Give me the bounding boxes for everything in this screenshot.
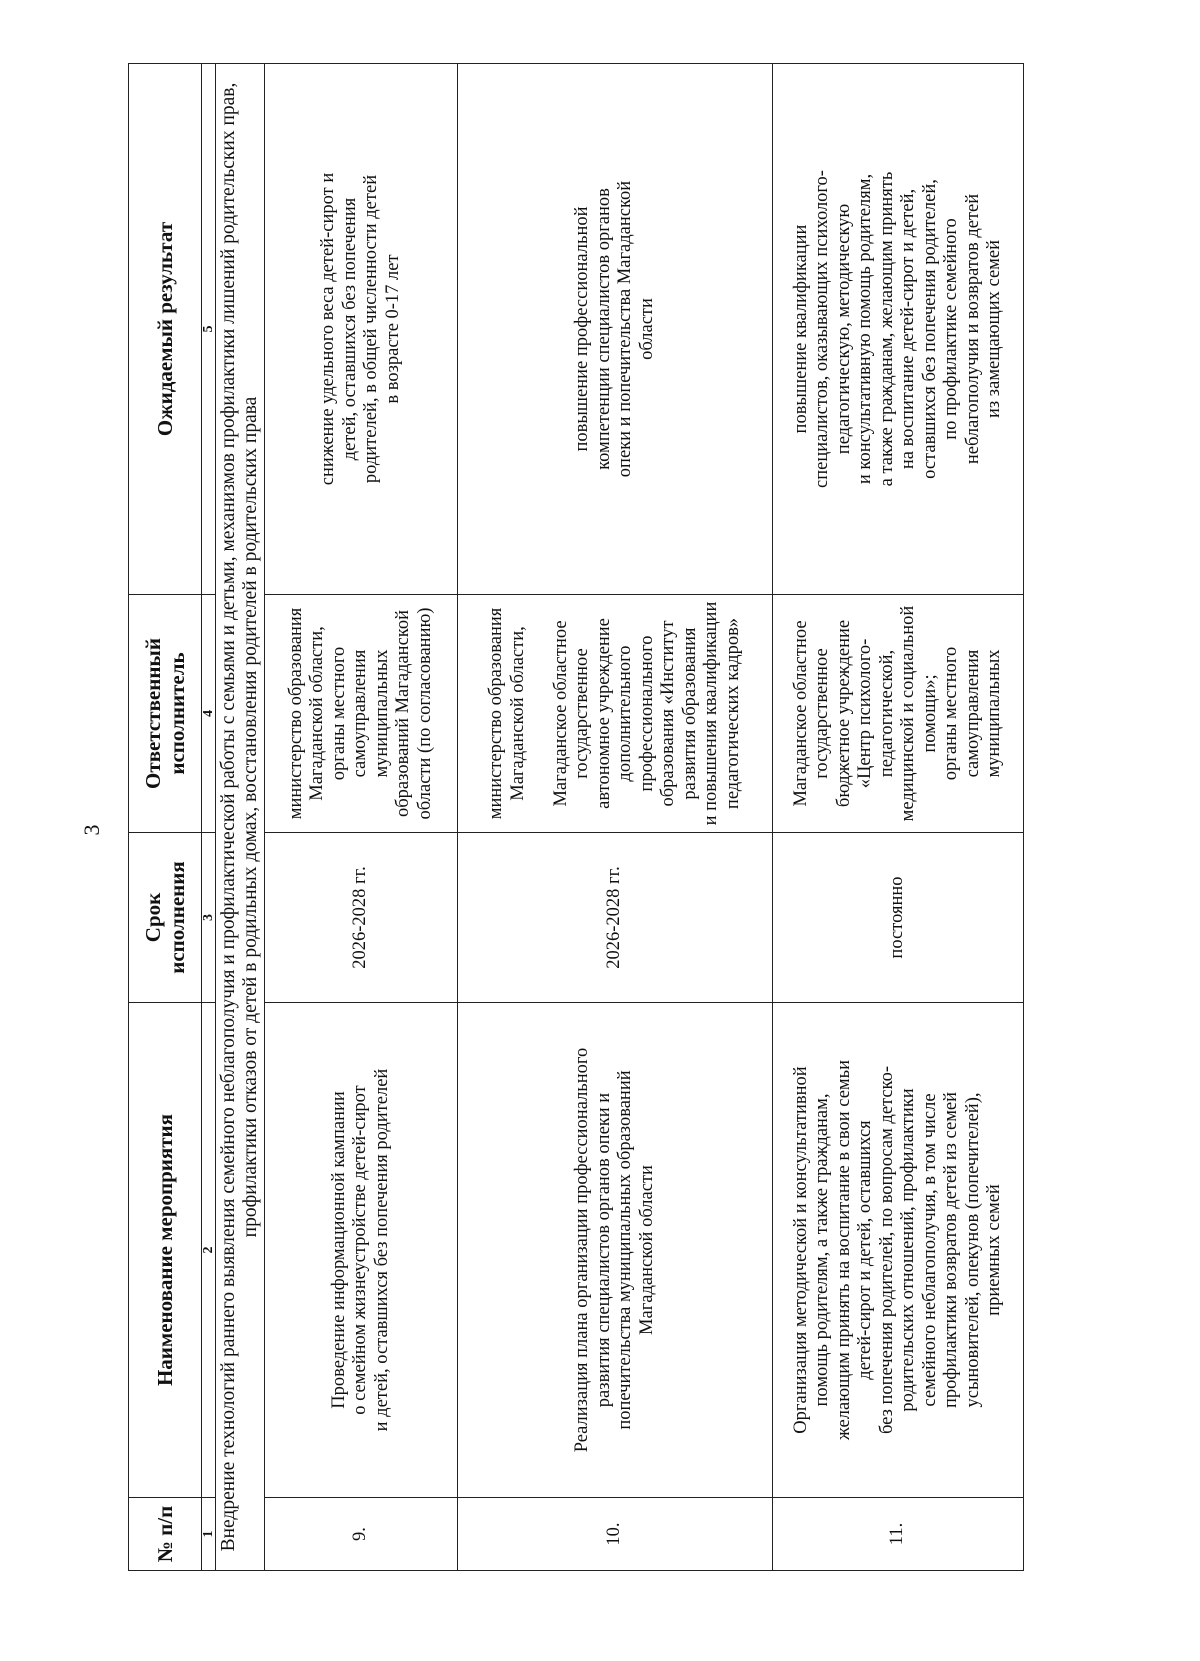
table-row <box>458 64 773 1571</box>
row-term: 2026-2028 гг. <box>265 833 458 1003</box>
row-executor: министерство образования Магаданской области, Магаданское областное государственное автономное учреждение дополнительного профессионального образования «Институт развития образования и повышения квалификации педагогических кадров» <box>458 595 773 833</box>
row-executor: министерство образования Магаданской области, органы местного самоуправления муниципальных образований Магаданской области (по согласованию) <box>265 595 458 833</box>
header-term: Срок исполнения <box>129 833 202 1003</box>
col-number: 3 <box>202 833 216 1003</box>
section-row <box>216 64 265 1571</box>
row-result: повышение профессиональной компетенции специалистов органов опеки и попечительства Магаданской области <box>458 64 773 595</box>
header-num: № п/п <box>129 1498 202 1571</box>
rotated-page-content <box>128 64 1004 1571</box>
row-term: 2026-2028 гг. <box>458 833 773 1003</box>
row-activity-name: Проведение информационной кампании о семейном жизнеустройстве детей-сирот и детей, оставшихся без попечения родителей <box>265 1003 458 1498</box>
row-term: постоянно <box>773 833 1024 1003</box>
row-executor: Магаданское областное государственное бюджетное учреждение «Центр психолого- педагогической, медицинской и социальной помощи»; органы местного самоуправления муниципальных <box>773 595 1024 833</box>
col-number: 1 <box>202 1498 216 1571</box>
row-activity-name: Организация методической и консультативной помощь родителям, а также гражданам, желающим принять на воспитание в свои семьи детей-сирот и детей, оставшихся без попечения родителей, по вопросам детско- родительских отношений, профилактики семейного неблагополучия, в том числе профилактики возвратов детей из семей усыновителей, опекунов (попечителей), приемных семей <box>773 1003 1024 1498</box>
header-row <box>129 64 202 1571</box>
col-number: 2 <box>202 1003 216 1498</box>
row-activity-name: Реализация плана организации профессионального развития специалистов органов опеки и попечительства муниципальных образований Магаданской области <box>458 1003 773 1498</box>
row-result: повышение квалификации специалистов, оказывающих психолого- педагогическую, методическую и консультативную помощь родителям, а также гражданам, желающим принять на воспитание детей-сирот и детей, оставшихся без попечения родителей, по профилактике семейного неблагополучия и возвратов детей из замещающих семей <box>773 64 1024 595</box>
row-number: 10. <box>458 1498 773 1571</box>
page-number: 3 <box>79 824 104 836</box>
row-number: 9. <box>265 1498 458 1571</box>
row-number: 11. <box>773 1498 1024 1571</box>
section-title: Внедрение технологий раннего выявления семейного неблагополучия и профилактической работы с семьями и детьми, механизмов профилактики лишений родительских прав, профилактики отказов от детей в родильных домах, восстановления родителей в родительских права <box>216 64 265 1571</box>
col-number: 5 <box>202 64 216 595</box>
action-plan-table <box>128 63 1024 1571</box>
table-row <box>773 64 1024 1571</box>
column-number-row <box>202 64 216 1571</box>
table-row <box>265 64 458 1571</box>
header-executor: Ответственный исполнитель <box>129 595 202 833</box>
col-number: 4 <box>202 595 216 833</box>
row-result: снижение удельного веса детей-сирот и детей, оставшихся без попечения родителей, в общей численности детей в возрасте 0-17 лет <box>265 64 458 595</box>
header-name: Наименование мероприятия <box>129 1003 202 1498</box>
header-result: Ожидаемый результат <box>129 64 202 595</box>
